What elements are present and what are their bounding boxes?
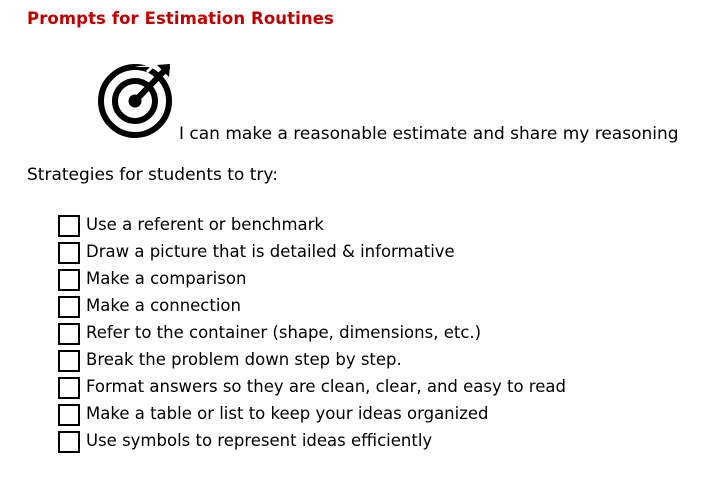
list-item-label: Use a referent or benchmark — [86, 215, 324, 235]
list-item-label: Use symbols to represent ideas efficiently — [86, 431, 433, 451]
list-item-label: Make a comparison — [86, 269, 247, 289]
checkbox[interactable] — [58, 377, 80, 399]
checkbox[interactable] — [58, 242, 80, 264]
target-icon — [95, 55, 179, 139]
checkbox[interactable] — [58, 323, 80, 345]
list-item[interactable] — [58, 320, 708, 347]
page-title: Prompts for Estimation Routines — [27, 9, 334, 28]
list-item-label: Format answers so they are clean, clear, and easy to read — [86, 377, 566, 397]
checkbox[interactable] — [58, 296, 80, 318]
list-item[interactable] — [58, 266, 708, 293]
list-item[interactable] — [58, 347, 708, 374]
list-item-label: Draw a picture that is detailed & informative — [86, 242, 455, 262]
checkbox[interactable] — [58, 431, 80, 453]
goal-statement: I can make a reasonable estimate and share my reasoning — [179, 124, 679, 144]
strategies-heading: Strategies for students to try: — [27, 165, 278, 185]
list-item-label: Make a connection — [86, 296, 241, 316]
checkbox[interactable] — [58, 269, 80, 291]
checkbox[interactable] — [58, 350, 80, 372]
list-item[interactable] — [58, 428, 708, 455]
strategies-checklist — [58, 212, 708, 455]
checkbox[interactable] — [58, 215, 80, 237]
list-item[interactable] — [58, 401, 708, 428]
checkbox[interactable] — [58, 404, 80, 426]
list-item-label: Break the problem down step by step. — [86, 350, 402, 370]
list-item[interactable] — [58, 239, 708, 266]
list-item-label: Refer to the container (shape, dimensions, etc.) — [86, 323, 482, 343]
list-item[interactable] — [58, 212, 708, 239]
list-item[interactable] — [58, 374, 708, 401]
list-item[interactable] — [58, 293, 708, 320]
list-item-label: Make a table or list to keep your ideas organized — [86, 404, 489, 424]
